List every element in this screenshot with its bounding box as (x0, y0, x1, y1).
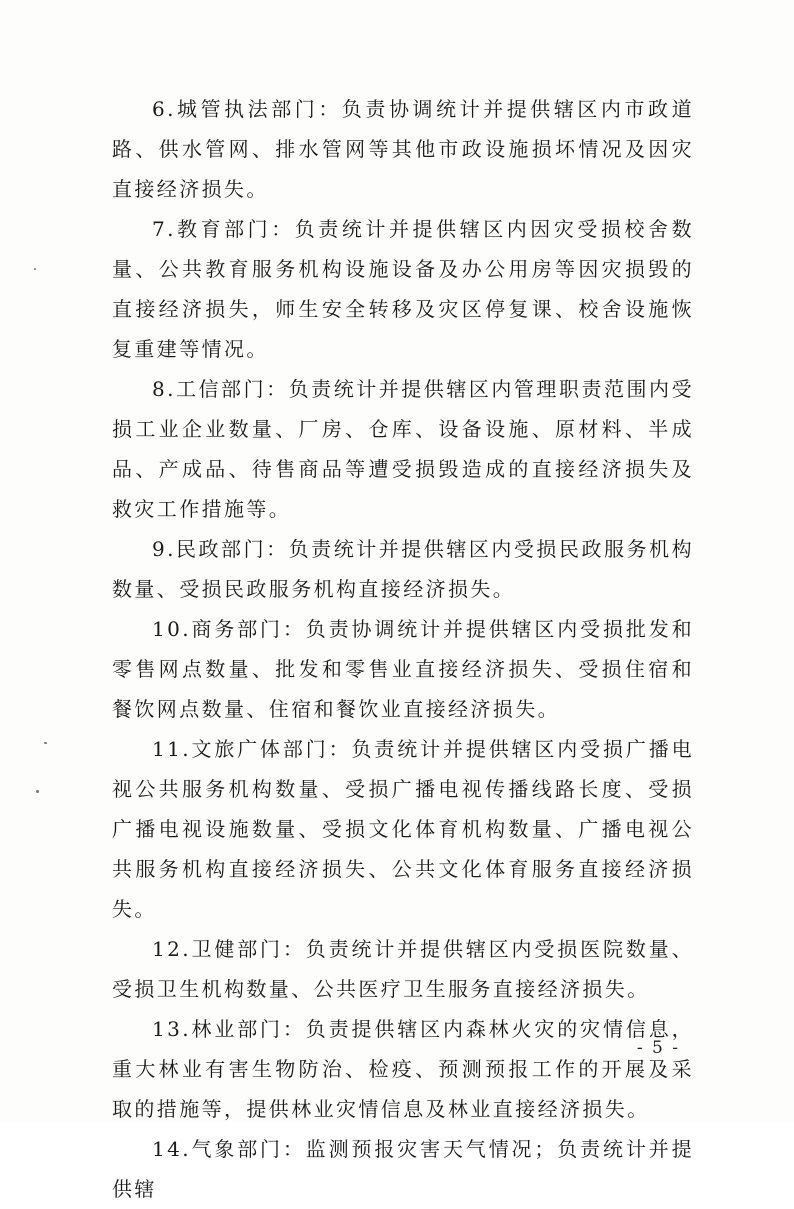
paragraph-commerce: 10.商务部门：负责协调统计并提供辖区内受损批发和零售网点数量、批发和零售业直接经济损失、受损住宿和餐饮网点数量、住宿和餐饮业直接经济损失。 (112, 617, 694, 721)
paragraph-industry-it: 8.工信部门：负责统计并提供辖区内管理职责范围内受损工业企业数量、厂房、仓库、设备设施、原材料、半成品、产成品、待售商品等遭受损毁造成的直接经济损失及救灾工作措施等。 (112, 377, 694, 521)
scan-speck (34, 268, 36, 270)
document-body (112, 89, 694, 1209)
page-number: - 5 - (636, 1038, 680, 1058)
paragraph-culture-tourism: 11.文旅广体部门：负责统计并提供辖区内受损广播电视公共服务机构数量、受损广播电视传播线路长度、受损广播电视设施数量、受损文化体育机构数量、广播电视公共服务机构直接经济损失、公共文化体育服务直接经济损失。 (112, 737, 694, 921)
paragraph-civil-affairs: 9.民政部门：负责统计并提供辖区内受损民政服务机构数量、受损民政服务机构直接经济损失。 (112, 537, 694, 601)
paragraph-health: 12.卫健部门：负责统计并提供辖区内受损医院数量、受损卫生机构数量、公共医疗卫生服务直接经济损失。 (112, 937, 694, 1001)
paragraph-urban-management: 6.城管执法部门：负责协调统计并提供辖区内市政道路、供水管网、排水管网等其他市政设施损坏情况及因灾直接经济损失。 (112, 97, 694, 201)
paragraph-meteorology: 14.气象部门：监测预报灾害天气情况；负责统计并提供辖 (112, 1137, 694, 1201)
paragraph-forestry: 13.林业部门：负责提供辖区内森林火灾的灾情信息，重大林业有害生物防治、检疫、预测预报工作的开展及采取的措施等，提供林业灾情信息及林业直接经济损失。 (112, 1017, 694, 1121)
scan-speck (44, 742, 47, 744)
scan-speck (36, 790, 39, 793)
paragraph-education: 7.教育部门：负责统计并提供辖区内因灾受损校舍数量、公共教育服务机构设施设备及办公用房等因灾损毁的直接经济损失，师生安全转移及灾区停复课、校舍设施恢复重建等情况。 (112, 217, 694, 361)
